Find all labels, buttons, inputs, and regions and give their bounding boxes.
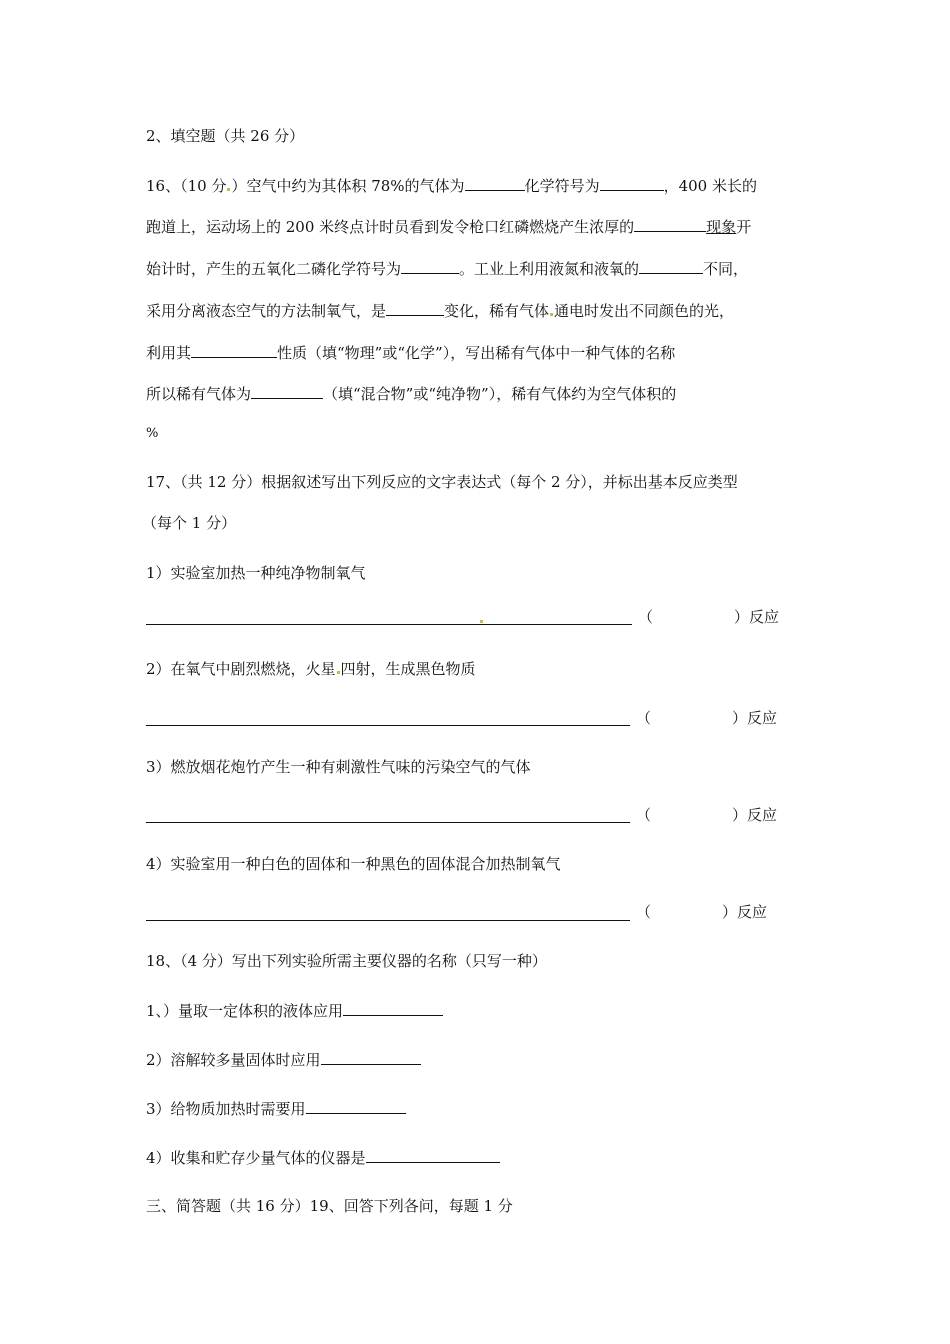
reaction-type-open: （ bbox=[636, 903, 652, 921]
q16-text: 性质（填“物理”或“化学”），写出稀有气体中一种气体的名称 bbox=[277, 344, 676, 362]
reaction-type-open: （ bbox=[638, 608, 654, 626]
answer-blank[interactable] bbox=[251, 383, 323, 399]
marker-dot-icon bbox=[550, 313, 553, 316]
q16-text: 不同， bbox=[703, 260, 749, 278]
q17-title: 17、（共 12 分）根据叙述写出下列反应的文字表达式（每个 2 分），并标出基本反应类型 bbox=[146, 473, 738, 491]
q16-text: 变化，稀有气体 bbox=[444, 302, 550, 320]
answer-blank[interactable] bbox=[306, 1098, 406, 1114]
q18-item-text: 3）给物质加热时需要用 bbox=[146, 1100, 306, 1118]
q16-text: 采用分离液态空气的方法制氧气，是 bbox=[146, 302, 387, 320]
q17-item-text: 2）在氧气中剧烈燃烧，火星 bbox=[146, 660, 336, 678]
answer-line[interactable] bbox=[146, 725, 630, 726]
q17-item-3: 3）燃放烟花炮竹产生一种有刺激性气味的污染空气的气体 bbox=[146, 758, 531, 776]
answer-line[interactable] bbox=[146, 822, 630, 823]
q17-item-4: 4）实验室用一种白色的固体和一种黑色的固体混合加热制氧气 bbox=[146, 855, 561, 873]
q16-line-1 bbox=[146, 175, 757, 196]
q16-text: 。工业上利用液氮和液氧的 bbox=[459, 260, 640, 278]
q16-text: （填“混合物”或“纯净物”），稀有气体约为空气体积的 bbox=[323, 385, 677, 403]
q17-item-2 bbox=[146, 659, 476, 679]
answer-blank[interactable] bbox=[465, 175, 525, 191]
answer-blank[interactable] bbox=[343, 1000, 443, 1016]
q18-title: 18、（4 分）写出下列实验所需主要仪器的名称（只写一种） bbox=[146, 952, 547, 970]
answer-blank[interactable] bbox=[191, 342, 277, 358]
q17-subtitle: （每个 1 分） bbox=[142, 514, 237, 532]
q16-line-6 bbox=[146, 383, 676, 404]
reaction-type-close[interactable]: ）反应 bbox=[732, 806, 778, 824]
q16-text: 开 bbox=[736, 218, 752, 236]
q18-item-text: 1、）量取一定体积的液体应用 bbox=[146, 1002, 344, 1020]
section-title: 2、填空题（共 26 分） bbox=[146, 127, 305, 145]
q17-item-1: 1）实验室加热一种纯净物制氧气 bbox=[146, 564, 366, 582]
q18-item-text: 4）收集和贮存少量气体的仪器是 bbox=[146, 1149, 366, 1167]
q16-underlined-text: 现象 bbox=[706, 218, 737, 236]
q16-text: ）空气中约为其体积 78%的气体为 bbox=[231, 177, 465, 195]
q16-text: 所以稀有气体为 bbox=[146, 385, 252, 403]
answer-line[interactable] bbox=[146, 920, 630, 921]
answer-blank[interactable] bbox=[366, 1147, 500, 1163]
marker-dot-icon bbox=[227, 188, 230, 191]
q17-item-text: 四射，生成黑色物质 bbox=[340, 660, 476, 678]
marker-dot-icon bbox=[337, 671, 340, 674]
q18-item-3 bbox=[146, 1098, 406, 1119]
q16-text: ，400 米长的 bbox=[663, 177, 757, 195]
answer-blank[interactable] bbox=[386, 300, 444, 316]
q16-text: 16、（10 分 bbox=[146, 177, 227, 195]
q18-item-1 bbox=[146, 1000, 443, 1021]
answer-blank[interactable] bbox=[600, 175, 664, 191]
q16-line-4 bbox=[146, 300, 734, 321]
reaction-type-close[interactable]: ）反应 bbox=[732, 709, 778, 727]
q16-line-2 bbox=[146, 216, 751, 237]
answer-line[interactable] bbox=[146, 624, 632, 625]
q16-line-7: % bbox=[146, 426, 159, 441]
q16-line-3 bbox=[146, 258, 748, 279]
q16-text: 跑道上，运动场上的 200 米终点计时员看到发令枪口红磷燃烧产生浓厚的 bbox=[146, 218, 635, 236]
q16-text: 化学符号为 bbox=[524, 177, 600, 195]
reaction-type-open: （ bbox=[636, 806, 652, 824]
q18-item-4 bbox=[146, 1147, 500, 1168]
q16-line-5 bbox=[146, 342, 675, 363]
section-title: 三、简答题（共 16 分）19、回答下列各问，每题 1 分 bbox=[146, 1197, 513, 1215]
marker-dot-icon bbox=[480, 620, 483, 623]
answer-blank[interactable] bbox=[634, 216, 706, 232]
answer-blank[interactable] bbox=[639, 258, 703, 274]
q16-text: 通电时发出不同颜色的光， bbox=[554, 302, 735, 320]
q16-text: 利用其 bbox=[146, 344, 192, 362]
q18-item-2 bbox=[146, 1049, 421, 1070]
reaction-type-close[interactable]: ）反应 bbox=[734, 608, 780, 626]
reaction-type-open: （ bbox=[636, 709, 652, 727]
answer-blank[interactable] bbox=[401, 258, 459, 274]
answer-blank[interactable] bbox=[321, 1049, 421, 1065]
q16-text: 始计时，产生的五氧化二磷化学符号为 bbox=[146, 260, 402, 278]
reaction-type-close[interactable]: ）反应 bbox=[722, 903, 768, 921]
q18-item-text: 2）溶解较多量固体时应用 bbox=[146, 1051, 321, 1069]
